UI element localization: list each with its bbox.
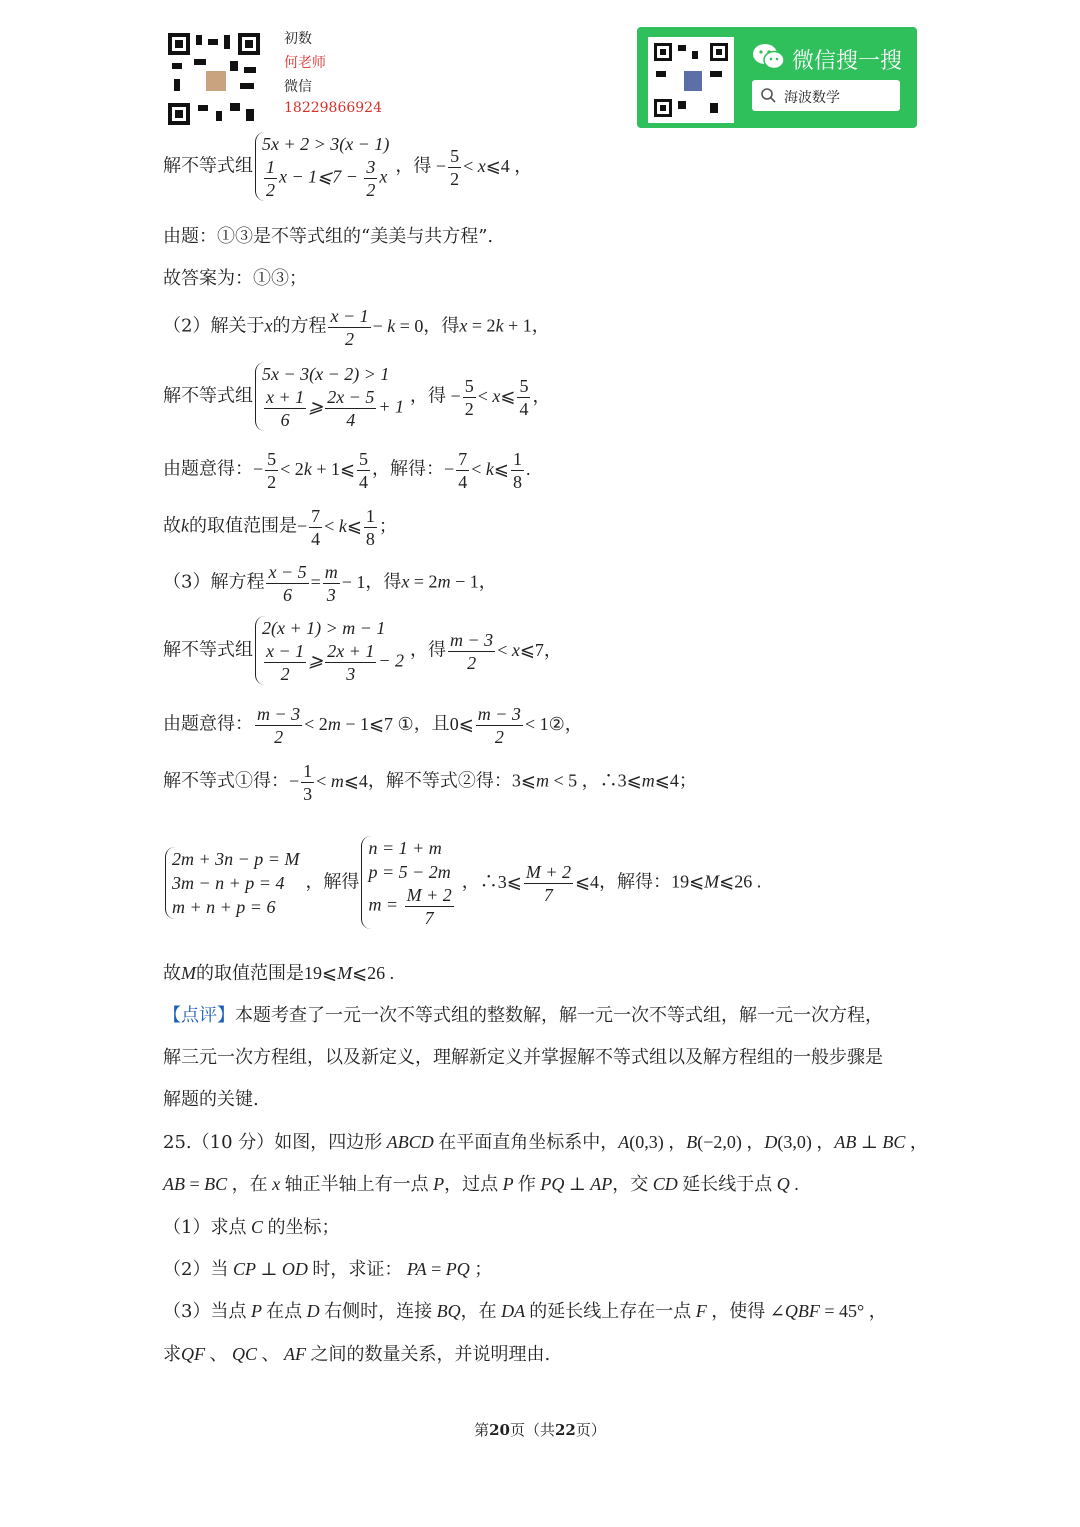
solution-line-9: 解不等式组 2(x + 1) > m − 1 $\frac{x - 1}{2}$ ⩾ $\frac{2x + 1}{3}$ − 2 ，得 $\frac{m - 3}{2}$ < x⩽7， bbox=[163, 618, 562, 684]
wechat-search-box[interactable] bbox=[752, 80, 900, 111]
solution-line-7: 故k的取值范围是− $\frac{7}{4}$ < k⩽ $\frac{1}{8}$ ； bbox=[163, 506, 397, 549]
solution-line-10: 由题意得： $\frac{m - 3}{2}$ < 2m − 1⩽7 ①，且0⩽ $\frac{m - 3}{2}$ < 1②， bbox=[163, 704, 583, 747]
header-label-1: 初数 bbox=[284, 31, 312, 47]
wechat-title: 微信搜一搜 bbox=[792, 49, 903, 74]
solution-line-13: 故M的取值范围是19⩽M⩽26 . bbox=[163, 963, 395, 984]
solution-line-5: 解不等式组 5x − 3(x − 2) > 1 $\frac{x + 1}{6}$ ⩾ $\frac{2x - 5}{4}$ + 1 ，得 − $\frac{5}{2}$ < x⩽ $\frac{5}{4}$ ， bbox=[163, 364, 551, 430]
question-25-part-3: （3）当点 P 在点 D 右侧时，连接 BQ，在 DA 的延长线上存在一点 F ，使得 ∠QBF = 45° ， bbox=[163, 1301, 887, 1322]
header-phone: 18229866924 bbox=[284, 100, 382, 116]
question-25-part-2: （2）当 CP ⊥ OD 时，求证： PA = PQ ； bbox=[163, 1259, 493, 1280]
comment-line-1: 【点评】本题考查了一元一次不等式组的整数解，解一元一次不等式组，解一元一次方程， bbox=[163, 1005, 883, 1026]
wechat-icon bbox=[752, 43, 786, 71]
comment-line-3: 解题的关键. bbox=[163, 1089, 259, 1110]
solution-line-12: 2m + 3n − p = M 3m − n + p = 4 m + n + p = 6 ，解得 n = 1 + m p = 5 − 2m m = $\frac{M + 2}{7}$ ，∴3⩽ $\frac{M + 2}{7}$ ⩽4，解得：19⩽M⩽26 . bbox=[163, 836, 761, 929]
solution-line-4: （2）解关于x的方程 $\frac{x - 1}{2}$ − k = 0，得x = 2k + 1， bbox=[163, 306, 550, 349]
header-label-2: 微信 bbox=[284, 79, 312, 95]
comment-tag: 【点评】 bbox=[163, 1005, 235, 1026]
qr-code-right bbox=[648, 37, 734, 123]
solution-line-1: 解不等式组 5x + 2 > 3(x − 1) $\frac{1}{2}$ x − 1⩽7 − $\frac{3}{2}$ x ，得 − $\frac{5}{2}$ < x⩽4 ， bbox=[163, 134, 533, 200]
current-page-number: 20 bbox=[489, 1421, 510, 1439]
solution-line-8: （3）解方程 $\frac{x - 5}{6}$ = $\frac{m}{3}$ − 1，得x = 2m − 1， bbox=[163, 562, 497, 605]
header-teacher: 何老师 bbox=[284, 55, 326, 71]
qr-code-left bbox=[168, 33, 260, 125]
question-25-line-1: 25.（10 分）如图，四边形 ABCD 在平面直角坐标系中，A(0,3) ，B(−2,0) ，D(3,0) ，AB ⊥ BC ， bbox=[163, 1132, 928, 1153]
solution-line-3: 故答案为：①③； bbox=[163, 268, 307, 289]
solution-line-6: 由题意得：− $\frac{5}{2}$ < 2k + 1⩽ $\frac{5}{4}$ ，解得：− $\frac{7}{4}$ < k⩽ $\frac{1}{8}$ . bbox=[163, 449, 531, 492]
question-25-part-1: （1）求点 C 的坐标； bbox=[163, 1217, 340, 1238]
question-25-part-3-cont: 求QF 、 QC 、 AF 之间的数量关系，并说明理由. bbox=[163, 1344, 551, 1365]
solution-line-2: 由题：①③是不等式组的“美美与共方程”. bbox=[163, 226, 494, 247]
comment-line-2: 解三元一次方程组，以及新定义，理解新定义并掌握解不等式组以及解方程组的一般步骤是 bbox=[163, 1047, 883, 1068]
search-icon bbox=[761, 88, 776, 103]
page-footer: 第20页（共22页） bbox=[474, 1421, 606, 1439]
solution-line-11: 解不等式①得：− $\frac{1}{3}$ < m⩽4，解不等式②得：3⩽m < 5 ，∴3⩽m⩽4； bbox=[163, 761, 697, 804]
total-page-number: 22 bbox=[555, 1421, 576, 1439]
wechat-search-text: 海波数学 bbox=[784, 90, 840, 106]
question-25-line-2: AB = BC ，在 x 轴正半轴上有一点 P，过点 P 作 PQ ⊥ AP，交 CD 延长线于点 Q . bbox=[163, 1174, 799, 1195]
